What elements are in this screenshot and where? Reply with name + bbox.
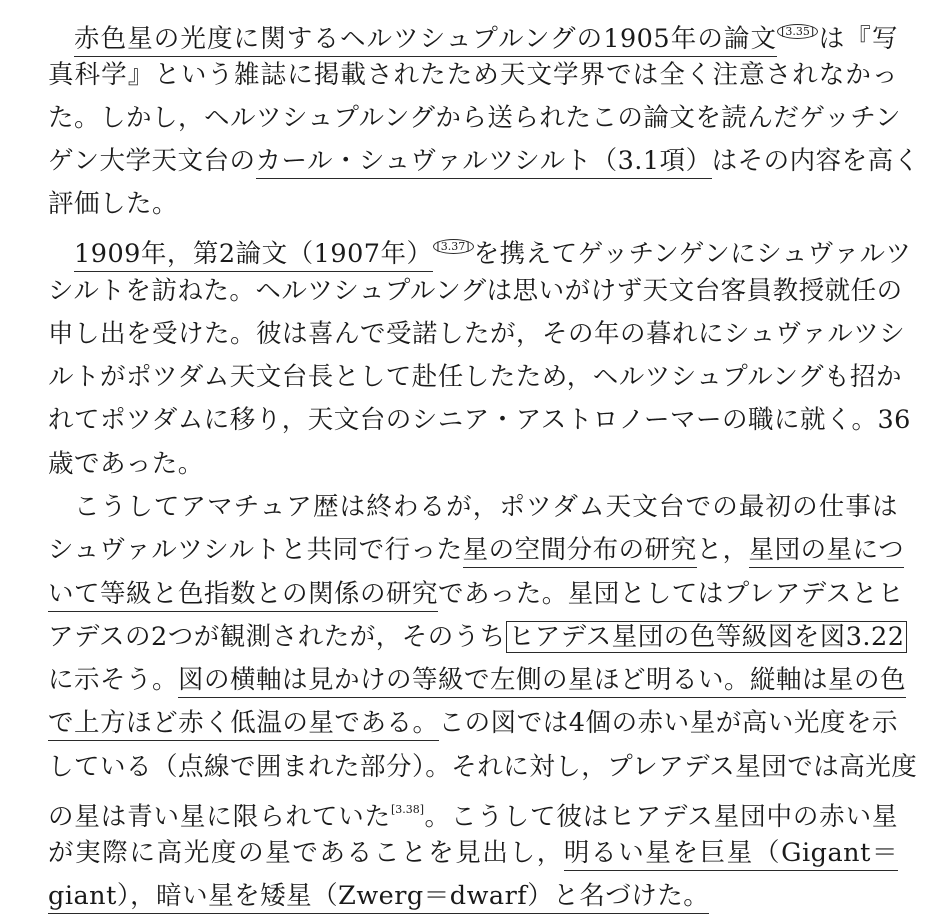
text-span: 歳であった。 <box>48 449 204 479</box>
text-line <box>48 835 898 871</box>
text-line <box>48 662 907 698</box>
text-span: 申し出を受けた。彼は喜んで受諾したが，その年の暮れにシュヴァルツシ <box>48 319 906 349</box>
text-span: シュヴァルツシルトと共同で行った <box>48 535 463 565</box>
text-line <box>48 576 904 612</box>
text-line <box>48 446 898 482</box>
underlined-text: いて等級と色指数との関係の研究 <box>48 579 438 612</box>
underlined-text: giant），暗い星を矮星（Zwerg＝dwarf）と名づけた。 <box>48 881 709 914</box>
text-line <box>48 186 898 222</box>
text-span: 評価した。 <box>48 189 179 219</box>
boxed-text: ヒアデス星団の色等級図を図3.22 <box>506 621 908 653</box>
underlined-text: 1909年，第2論文（1907年） <box>74 239 433 272</box>
text-span: 真科学』という雑誌に掲載されたため天文学界では全く注意されなかっ <box>48 60 898 90</box>
text-span: アデスの2つが観測されたが，そのうち <box>48 622 506 652</box>
reference-marker: [3.38] <box>391 803 425 816</box>
text-line <box>48 532 905 568</box>
text-span: こうしてアマチュア歴は終わるが，ポツダム天文台での最初の仕事は <box>74 492 898 522</box>
text-span: に示そう。 <box>48 665 179 695</box>
text-span: はその内容を高く <box>711 146 920 176</box>
text-line <box>48 749 918 785</box>
underlined-text: 星団の星につ <box>749 535 905 568</box>
text-line <box>48 705 898 741</box>
text-line <box>74 229 912 272</box>
text-line <box>48 402 911 438</box>
text-line <box>74 489 898 525</box>
underlined-text: 縦軸は星の色 <box>750 665 906 698</box>
underlined-text: 赤色星の光度に関するヘルツシュプルングの1905年の論文 <box>74 24 777 57</box>
underlined-text: 図の横軸は見かけの等級で左側の星ほど明るい。 <box>178 665 750 698</box>
reference-marker: [3.35] <box>777 24 818 39</box>
underlined-text: 明るい星を巨星（Gigant＝ <box>564 838 898 871</box>
text-line <box>48 100 902 136</box>
text-line <box>48 57 898 93</box>
text-line <box>48 273 903 309</box>
text-span: この図では4個の赤い星が高い光度を示 <box>438 708 898 738</box>
text-line <box>48 792 898 835</box>
reference-marker: [3.37] <box>433 239 474 254</box>
text-span: の星は青い星に限られていた <box>48 802 392 832</box>
underlined-text: で上方ほど赤く低温の星である。 <box>48 708 439 741</box>
text-span: た。しかし，ヘルツシュプルングから送られたこの論文を読んだゲッチン <box>48 103 902 133</box>
text-line <box>48 143 920 179</box>
text-span: ルトがポツダム天文台長として赴任したため，ヘルツシュプルングも招か <box>48 362 903 392</box>
text-span: と， <box>696 535 749 565</box>
text-span: を携えてゲッチンゲンにシュヴァルツ <box>473 239 912 269</box>
text-span: であった。星団としてはプレアデスとヒ <box>438 579 904 609</box>
text-span: れてポツダムに移り，天文台のシニア・アストロノーマーの職に就く。36 <box>48 405 911 435</box>
text-line <box>48 359 903 395</box>
text-span: シルトを訪ねた。ヘルツシュプルングは思いがけず天文台客員教授就任の <box>48 276 903 306</box>
text-line <box>74 14 898 57</box>
text-span: している（点線で囲まれた部分）。それに対し，プレアデス星団では高光度 <box>48 752 918 782</box>
underlined-text: 星の空間分布の研究 <box>463 535 697 568</box>
text-span: ゲン大学天文台の <box>48 146 256 176</box>
text-line <box>48 316 906 352</box>
text-line <box>48 619 905 655</box>
text-span: は『写 <box>818 24 898 54</box>
text-span: が実際に高光度の星であることを見出し， <box>48 838 564 868</box>
text-line <box>48 878 898 914</box>
underlined-text: カール・シュヴァルツシルト（3.1項） <box>256 146 712 179</box>
text-span: 。こうして彼はヒアデス星団中の赤い星 <box>424 802 898 832</box>
